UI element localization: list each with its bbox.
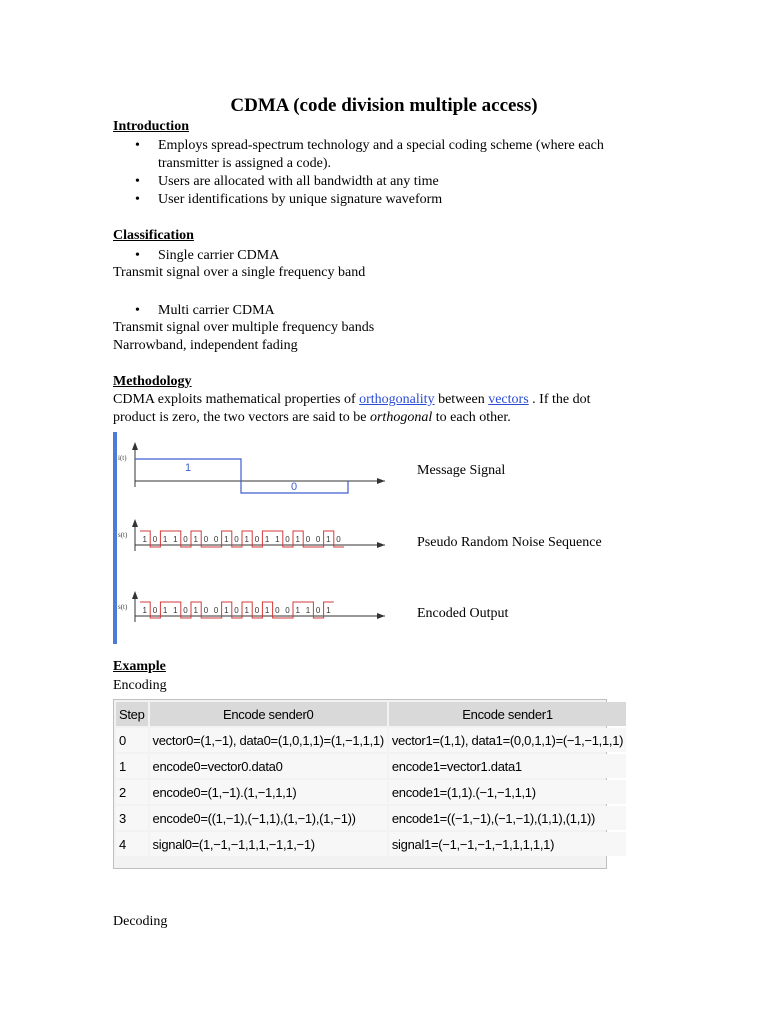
pn-sequence-bit-label: 0 [315,535,321,544]
table-cell: encode0=((1,−1),(−1,1),(1,−1),(1,−1)) [150,806,387,830]
encoded-output-bit-label: 1 [305,606,311,615]
y-axis-arrow-icon [132,591,138,599]
encoded-output-bit-label: 0 [254,606,260,615]
table-cell: vector1=(1,1), data1=(0,0,1,1)=(−1,−1,1,1) [389,728,626,752]
table-cell: signal0=(1,−1,−1,1,1,−1,1,−1) [150,832,387,856]
pn-sequence-bit-label: 0 [213,535,219,544]
table-cell: 3 [116,806,148,830]
x-axis-arrow-icon [377,613,385,619]
pn-sequence-label: Pseudo Random Noise Sequence [417,535,602,550]
methodology-line-1: CDMA exploits mathematical properties of orthogonality between vectors . If the dot [113,392,591,407]
list-item: • Employs spread-spectrum technology and a special coding scheme (where each transmitter is assigned a code). [135,137,604,173]
column-header-step: Step [116,702,148,726]
table-cell: encode1=((−1,−1),(−1,−1),(1,1),(1,1)) [389,806,626,830]
pn-sequence-bit-label: 0 [305,535,311,544]
pn-sequence-bit-label: 0 [183,535,188,544]
table-cell: encode0=(1,−1).(1,−1,1,1) [150,780,387,804]
encoded-output-bit-label: 1 [193,606,198,615]
encoded-output-bit-label: 1 [224,606,229,615]
introduction-heading: Introduction [113,119,189,134]
encoded-output-bit-label: 1 [173,606,178,615]
pn-sequence-bit-label: 0 [203,535,209,544]
encoded-output-bit-label: 0 [152,606,158,615]
signal-diagram [113,432,388,644]
table-cell: encode0=vector0.data0 [150,754,387,778]
table-row [116,806,626,830]
multi-carrier-description-1: Transmit signal over multiple frequency bands [113,320,375,335]
pn-sequence-bit-label: 1 [244,535,249,544]
message-bit-label: 0 [291,481,298,493]
encoded-output-bit-label: 0 [315,606,321,615]
pn-sequence-bit-label: 0 [152,535,158,544]
encoded-output-bit-label: 0 [285,606,290,615]
figure-left-bar [113,432,117,644]
example-heading: Example [113,659,166,674]
introduction-list [135,137,604,209]
table-cell: encode1=vector1.data1 [389,754,626,778]
x-axis-arrow-icon [377,542,385,548]
y-axis-arrow-icon [132,442,138,450]
table-header-row [116,702,626,726]
encoded-output-label: Encoded Output [417,606,509,621]
encoded-output-bit-label: 0 [203,606,209,615]
decoding-subheading: Decoding [113,914,168,929]
list-item: • Multi carrier CDMA [135,302,275,320]
encoded-output-bit-label: 0 [275,606,280,615]
table-cell: 1 [116,754,148,778]
classification-heading: Classification [113,228,194,243]
classification-single-list [135,247,279,265]
table-cell: vector0=(1,−1), data0=(1,0,1,1)=(1,−1,1,1) [150,728,387,752]
pn-sequence-bit-label: 0 [336,535,341,544]
list-item: • Single carrier CDMA [135,247,279,265]
table-row [116,754,626,778]
encoded-output-bit-label: 1 [142,606,147,615]
pn-sequence-bit-label: 1 [295,535,300,544]
single-carrier-description: Transmit signal over a single frequency band [113,265,366,280]
encoded-output-bit-label: 1 [326,606,331,615]
message-signal-label: Message Signal [417,463,506,478]
encoding-subheading: Encoding [113,678,167,693]
message-bit-label: 1 [185,462,192,474]
pn-sequence-bit-label: 1 [264,535,270,544]
pn-sequence-bit-label: 0 [234,535,239,544]
cdma-signal-figure [113,432,388,644]
table-row [116,780,626,804]
methodology-heading: Methodology [113,374,192,389]
column-header-sender0: Encode sender0 [150,702,387,726]
encoded-output-bit-label: 1 [295,606,300,615]
orthogonality-link[interactable]: orthogonality [359,392,435,407]
table-row [116,728,626,752]
encoded-output-bit-label: 0 [213,606,219,615]
classification-multi-list [135,302,275,320]
page-title: CDMA (code division multiple access) [230,95,538,116]
encoded-output-bit-label: 1 [244,606,249,615]
table-cell: signal1=(−1,−1,−1,−1,1,1,1,1) [389,832,626,856]
axis-label: s(t) [118,531,128,539]
pn-sequence-bit-label: 1 [193,535,198,544]
multi-carrier-description-2: Narrowband, independent fading [113,338,298,353]
table-cell: 4 [116,832,148,856]
axis-label: s(t) [118,603,128,611]
pn-sequence-bit-label: 1 [326,535,331,544]
table-cell: encode1=(1,1).(−1,−1,1,1) [389,780,626,804]
pn-sequence-bit-label: 0 [254,535,260,544]
encoded-output-bit-label: 1 [264,606,270,615]
encoded-output-bit-label: 1 [162,606,168,615]
list-item: • Users are allocated with all bandwidth at any time [135,173,604,191]
table-cell: 2 [116,780,148,804]
table-row [116,832,626,856]
pn-sequence-bit-label: 1 [142,535,147,544]
encoding-table [113,699,624,869]
vectors-link[interactable]: vectors [488,392,529,407]
x-axis-arrow-icon [377,478,385,484]
pn-sequence-bit-label: 0 [285,535,290,544]
list-item: • User identifications by unique signature waveform [135,191,604,209]
encoded-output-bit-label: 0 [234,606,239,615]
table-cell: 0 [116,728,148,752]
y-axis-arrow-icon [132,519,138,527]
encoding-table-grid [114,700,628,858]
axis-label: i(t) [118,454,127,462]
message-waveform [135,459,348,493]
encoded-output-bit-label: 0 [183,606,188,615]
pn-sequence-bit-label: 1 [162,535,168,544]
column-header-sender1: Encode sender1 [389,702,626,726]
methodology-line-2: product is zero, the two vectors are said to be orthogonal to each other. [113,410,511,425]
pn-sequence-bit-label: 1 [173,535,178,544]
pn-sequence-bit-label: 1 [224,535,229,544]
pn-sequence-bit-label: 1 [275,535,280,544]
